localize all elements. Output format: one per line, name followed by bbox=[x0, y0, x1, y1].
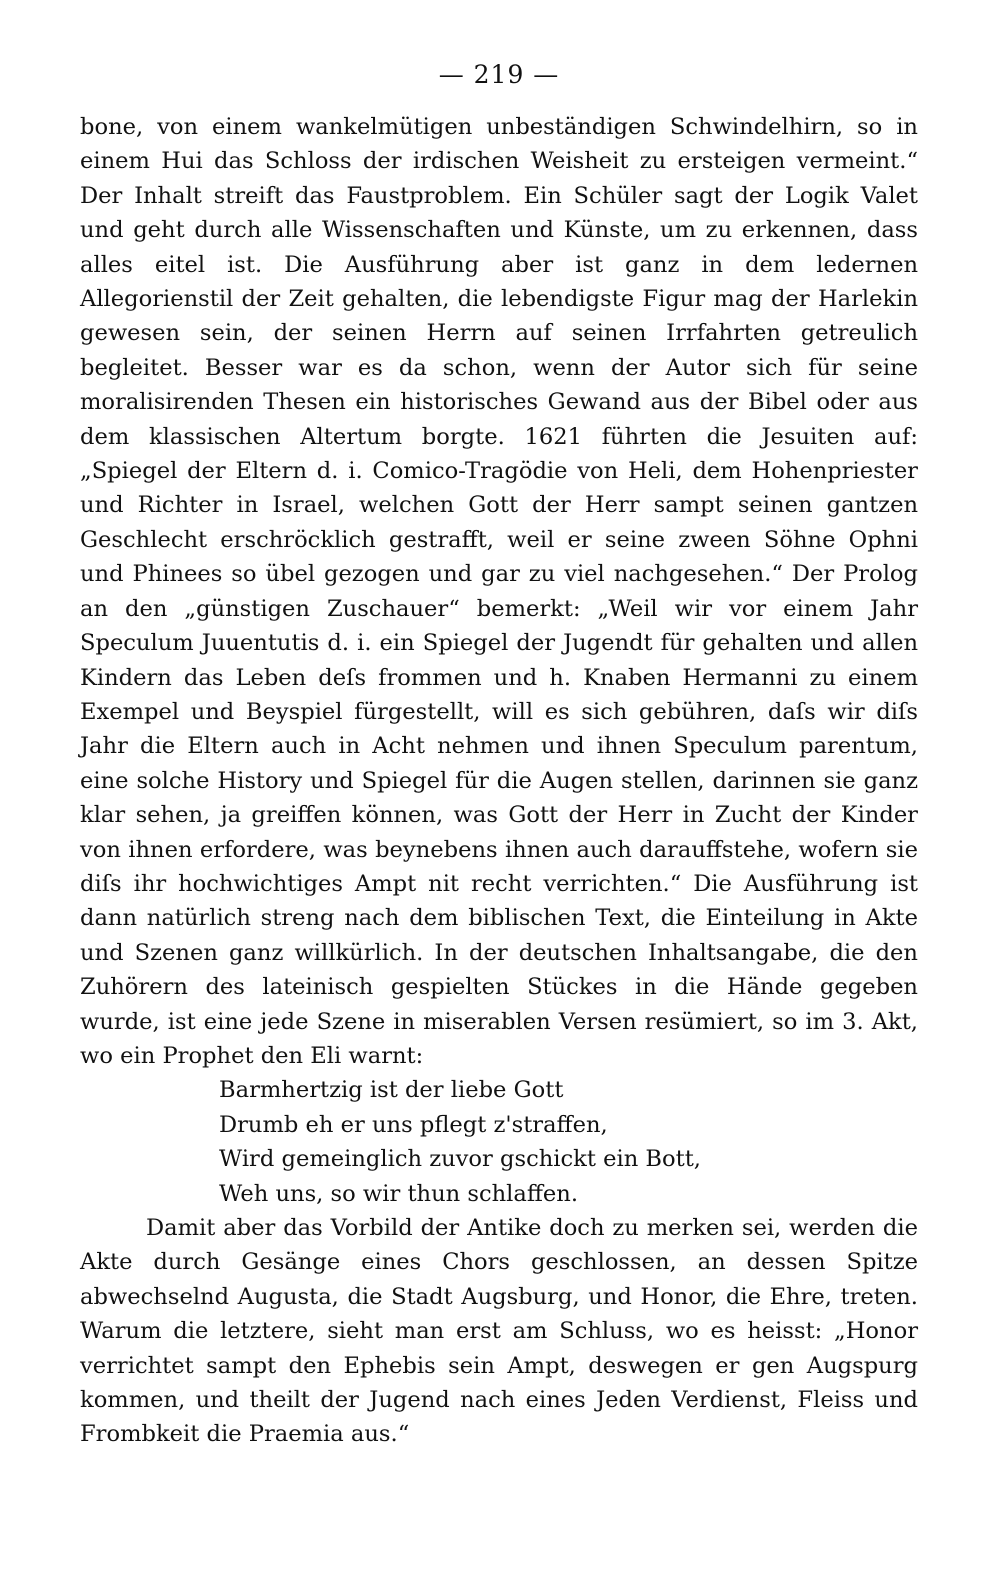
verse-line-4: Weh uns, so wir thun schlaffen. bbox=[219, 1180, 579, 1207]
verse-line-3: Wird gemeinglich zuvor gschickt ein Bott, bbox=[219, 1146, 701, 1173]
verse-quote bbox=[219, 1073, 918, 1211]
body-text bbox=[80, 110, 918, 1452]
verse-line-2: Drumb eh er uns pflegt z'straffen, bbox=[219, 1111, 608, 1138]
page-number: — 219 — bbox=[438, 60, 560, 89]
verse-line-1: Barmhertzig ist der liebe Gott bbox=[219, 1077, 564, 1104]
book-page bbox=[80, 58, 918, 1452]
paragraph-1: bone, von einem wankelmütigen unbeständigen Schwindelhirn, so in einem Hui das Schloss der irdischen Weisheit zu ersteigen vermeint.“ Der Inhalt streift das Faustproblem. Ein Schüler sagt der Logik Valet und geht durch alle Wissenschaften und Künste, um zu erkennen, dass alles eitel ist. Die Ausführung aber ist ganz in dem ledernen Allegorienstil der Zeit gehalten, die lebendigste Figur mag der Harlekin gewesen sein, der seinen Herrn auf seinen Irrfahrten getreulich begleitet. Besser war es da schon, wenn der Autor sich für seine moralisirenden Thesen ein historisches Gewand aus der Bibel oder aus dem klassischen Altertum borgte. 1621 führten die Jesuiten auf: „Spiegel der Eltern d. i. Comico-Tragödie von Heli, dem Hohenpriester und Richter in Israel, welchen Gott der Herr sampt seinen gantzen Geschlecht erschröcklich gestrafft, weil er seine zween Söhne Ophni und Phinees so übel gezogen und gar zu viel nachgesehen.“ Der Prolog an den „günstigen Zuschauer“ bemerkt: „Weil wir vor einem Jahr Speculum Juuentutis d. i. ein Spiegel der Jugendt für gehalten und allen Kindern das Leben deſs frommen und h. Knaben Hermanni zu einem Exempel und Beyspiel fürgestellt, will es sich gebühren, daſs wir diſs Jahr die Eltern auch in Acht nehmen und ihnen Speculum parentum, eine solche History und Spiegel für die Augen stellen, darinnen sie ganz klar sehen, ja greiffen können, was Gott der Herr in Zucht der Kinder von ihnen erfordere, was beynebens ihnen auch darauffstehe, wofern sie diſs ihr hochwichtiges Ampt nit recht verrichten.“ Die Ausführung ist dann natürlich streng nach dem biblischen Text, die Einteilung in Akte und Szenen ganz willkürlich. In der deutschen Inhaltsangabe, die den Zuhörern des lateinisch gespielten Stückes in die Hände gegeben wurde, ist eine jede Szene in miserablen Versen resümiert, so im 3. Akt, wo ein Prophet den Eli warnt: bbox=[80, 114, 918, 1069]
paragraph-2: Damit aber das Vorbild der Antike doch zu merken sei, werden die Akte durch Gesänge eines Chors geschlossen, an dessen Spitze abwechselnd Augusta, die Stadt Augsburg, und Honor, die Ehre, treten. Warum die letztere, sieht man erst am Schluss, wo es heisst: „Honor verrichtet sampt den Ephebis sein Ampt, deswegen er gen Augspurg kommen, und theilt der Jugend nach eines Jeden Verdienst, Fleiss und Frombkeit die Praemia aus.“ bbox=[80, 1215, 918, 1448]
